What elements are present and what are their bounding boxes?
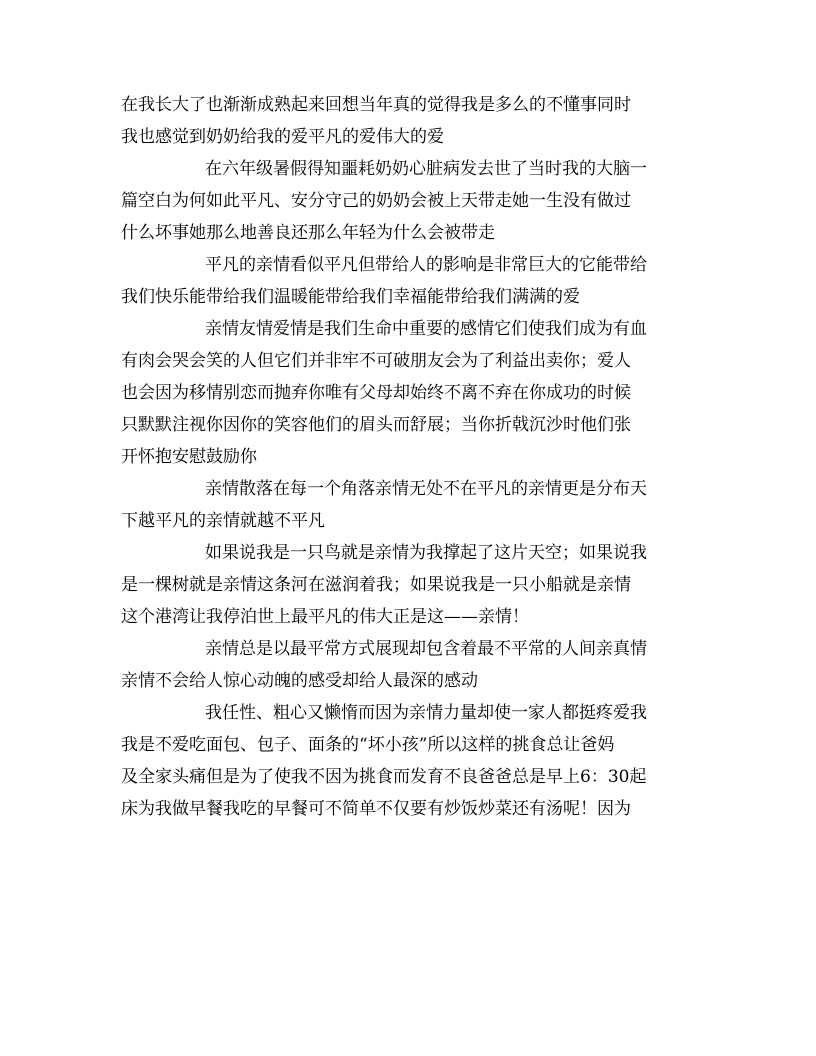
text-line: 开怀抱安慰鼓励你 [121,447,257,467]
paragraph-8 [121,697,699,825]
text-line: 篇空白为何如此平凡、安分守己的奶奶会被上天带走她一生没有做过 [121,191,631,211]
text-line: 亲情不会给人惊心动魄的感受却给人最深的感动 [121,671,478,691]
text-line: 及全家头痛但是为了使我不因为挑食而发育不良爸爸总是早上6：30起 [121,767,647,787]
document-body [121,89,699,825]
text-line: 是一棵树就是亲情这条河在滋润着我；如果说我是一只小船就是亲情 [121,575,631,595]
text-line: 亲情散落在每一个角落亲情无处不在平凡的亲情更是分布天 [205,479,647,499]
text-line: 如果说我是一只鸟就是亲情为我撑起了这片天空；如果说我 [205,543,647,563]
paragraph-3 [121,249,699,313]
text-line: 我也感觉到奶奶给我的爱平凡的爱伟大的爱 [121,127,444,147]
paragraph-7 [121,633,699,697]
paragraph-2 [121,153,699,249]
text-line: 在我长大了也渐渐成熟起来回想当年真的觉得我是多么的不懂事同时 [121,95,631,115]
paragraph-6 [121,537,699,633]
text-line: 亲情总是以最平常方式展现却包含着最不平常的人间亲真情 [205,639,647,659]
text-line: 我们快乐能带给我们温暖能带给我们幸福能带给我们满满的爱 [121,287,580,307]
text-line: 床为我做早餐我吃的早餐可不简单不仅要有炒饭炒菜还有汤呢！因为 [121,799,631,819]
paragraph-4 [121,313,699,473]
paragraph-5 [121,473,699,537]
text-line: 这个港湾让我停泊世上最平凡的伟大正是这——亲情！ [121,607,529,627]
paragraph-1 [121,89,699,153]
text-line: 只默默注视你因你的笑容他们的眉头而舒展；当你折戟沉沙时他们张 [121,415,631,435]
text-line: 下越平凡的亲情就越不平凡 [121,511,325,531]
text-line: 亲情友情爱情是我们生命中重要的感情它们使我们成为有血 [205,319,647,339]
text-line: 有肉会哭会笑的人但它们并非牢不可破朋友会为了利益出卖你；爱人 [121,351,631,371]
text-line: 也会因为移情别恋而抛弃你唯有父母却始终不离不弃在你成功的时候 [121,383,631,403]
text-line: 在六年级暑假得知噩耗奶奶心脏病发去世了当时我的大脑一 [205,159,647,179]
text-line: 我是不爱吃面包、包子、面条的“坏小孩”所以这样的挑食总让爸妈 [121,735,615,755]
text-line: 平凡的亲情看似平凡但带给人的影响是非常巨大的它能带给 [205,255,647,275]
text-line: 我任性、粗心又懒惰而因为亲情力量却使一家人都挺疼爱我 [205,703,647,723]
text-line: 什么坏事她那么地善良还那么年轻为什么会被带走 [121,223,495,243]
